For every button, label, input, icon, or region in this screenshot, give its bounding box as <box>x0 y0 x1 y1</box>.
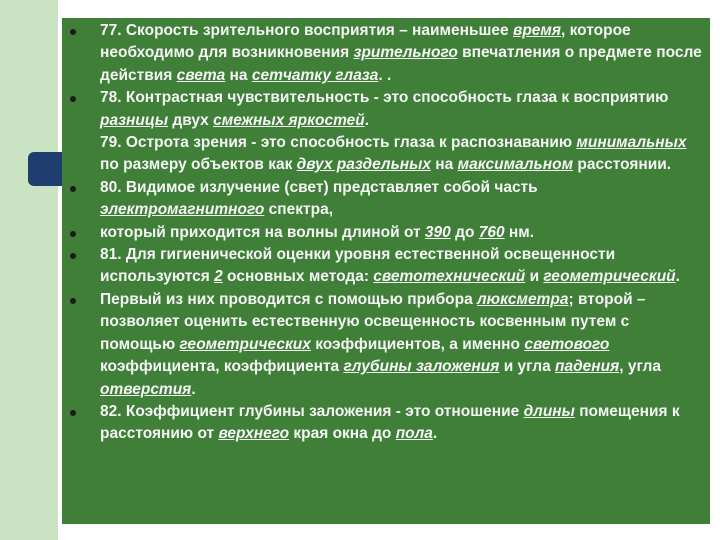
bullet-list <box>70 20 702 446</box>
highlighted-term: падения <box>555 358 620 376</box>
list-item <box>70 222 702 244</box>
highlighted-term: люксметра <box>477 290 569 308</box>
list-item <box>70 132 702 177</box>
list-item-text: по размеру объектов как <box>100 156 297 174</box>
highlighted-term: максимальном <box>457 156 574 174</box>
highlighted-term: смежных яркостей <box>213 111 365 129</box>
list-item-text: 81. Для гигиенической оценки уровня естественной освещенности используются <box>100 246 616 286</box>
list-item-text: помещения к расстоянию от <box>100 402 680 443</box>
list-item-text: , угла <box>619 358 662 376</box>
highlighted-term: время <box>512 22 561 39</box>
list-item-text: 78. Контрастная чувствительность - это способность глаза к восприятию <box>100 89 669 107</box>
list-item <box>70 20 702 87</box>
list-item-text: на <box>431 156 458 174</box>
highlighted-term: 2 <box>214 268 223 286</box>
highlighted-term: разницы <box>100 111 169 129</box>
highlighted-term: геометрических <box>179 335 311 353</box>
list-item-text: . <box>364 111 370 129</box>
list-item-text: впечатления о предмете после действия <box>100 44 702 84</box>
list-item-text: коэффициентов, а именно <box>310 335 525 353</box>
highlighted-term: пола <box>395 425 433 443</box>
list-item-text: коэффициента, коэффициента <box>100 358 344 376</box>
highlighted-term: светового <box>524 335 610 353</box>
highlighted-term: минимальных <box>576 134 687 152</box>
list-item <box>70 177 702 222</box>
list-item <box>70 244 702 289</box>
left-decorative-strip <box>0 0 58 540</box>
list-item-text: и <box>525 268 544 286</box>
bullet-dot-icon <box>70 96 76 102</box>
bullet-dot-icon <box>70 298 76 304</box>
list-item-text: двух <box>168 111 214 129</box>
highlighted-term: длины <box>523 402 575 420</box>
list-item-text: . <box>191 380 196 398</box>
list-item-text: 79. Острота зрения - это способность глаза к распознаванию <box>100 134 577 152</box>
list-item <box>70 289 702 401</box>
list-item <box>70 401 702 446</box>
highlighted-term: светотехнический <box>373 268 526 286</box>
highlighted-term: верхнего <box>218 425 290 443</box>
list-item-text: . <box>675 268 680 286</box>
list-item-text: края окна до <box>289 425 396 443</box>
highlighted-term: двух раздельных <box>296 156 431 174</box>
highlighted-term: геометрический <box>543 268 676 286</box>
list-item <box>70 87 702 132</box>
bullet-dot-icon <box>70 231 76 237</box>
highlighted-term: 390 <box>424 223 451 241</box>
list-item-text: нм. <box>504 223 535 241</box>
list-item-text: Первый из них проводится с помощью прибора <box>100 290 478 308</box>
list-item-text: который приходится на волны длиной от <box>100 223 425 241</box>
list-item-text: 82. Коэффициент глубины заложения - это отношение <box>100 402 524 420</box>
list-item-text: до <box>450 223 479 241</box>
list-item-text: ; второй – позволяет оценить естественную освещенность косвенным путем с помощью <box>100 290 646 353</box>
highlighted-term: 760 <box>478 223 505 241</box>
list-item-text: на <box>225 66 252 84</box>
list-item-text: . . <box>378 66 392 84</box>
highlighted-term: глубины заложения <box>343 358 500 376</box>
list-item-text: , которое необходимо для возникновения <box>100 22 631 62</box>
list-item-text: расстоянии. <box>573 156 672 174</box>
list-item-text: основных метода: <box>222 268 374 286</box>
bullet-dot-icon <box>70 29 76 35</box>
list-item-text: спектра, <box>264 201 333 219</box>
list-item-text: . <box>432 425 438 443</box>
highlighted-term: света <box>176 66 226 84</box>
highlighted-term: электромагнитного <box>100 201 265 219</box>
highlighted-term: отверстия <box>100 380 192 398</box>
bullet-dot-icon <box>70 186 76 192</box>
highlighted-term: зрительного <box>353 44 458 62</box>
bullet-dot-icon <box>70 410 76 416</box>
list-item-text: 80. Видимое излучение (свет) представляет собой часть <box>100 178 538 196</box>
list-item-text: и угла <box>499 358 555 376</box>
bullet-dot-icon <box>70 253 76 259</box>
highlighted-term: сетчатку глаза <box>251 66 379 84</box>
list-item-text: 77. Скорость зрительного восприятия – наименьшее <box>100 22 513 39</box>
